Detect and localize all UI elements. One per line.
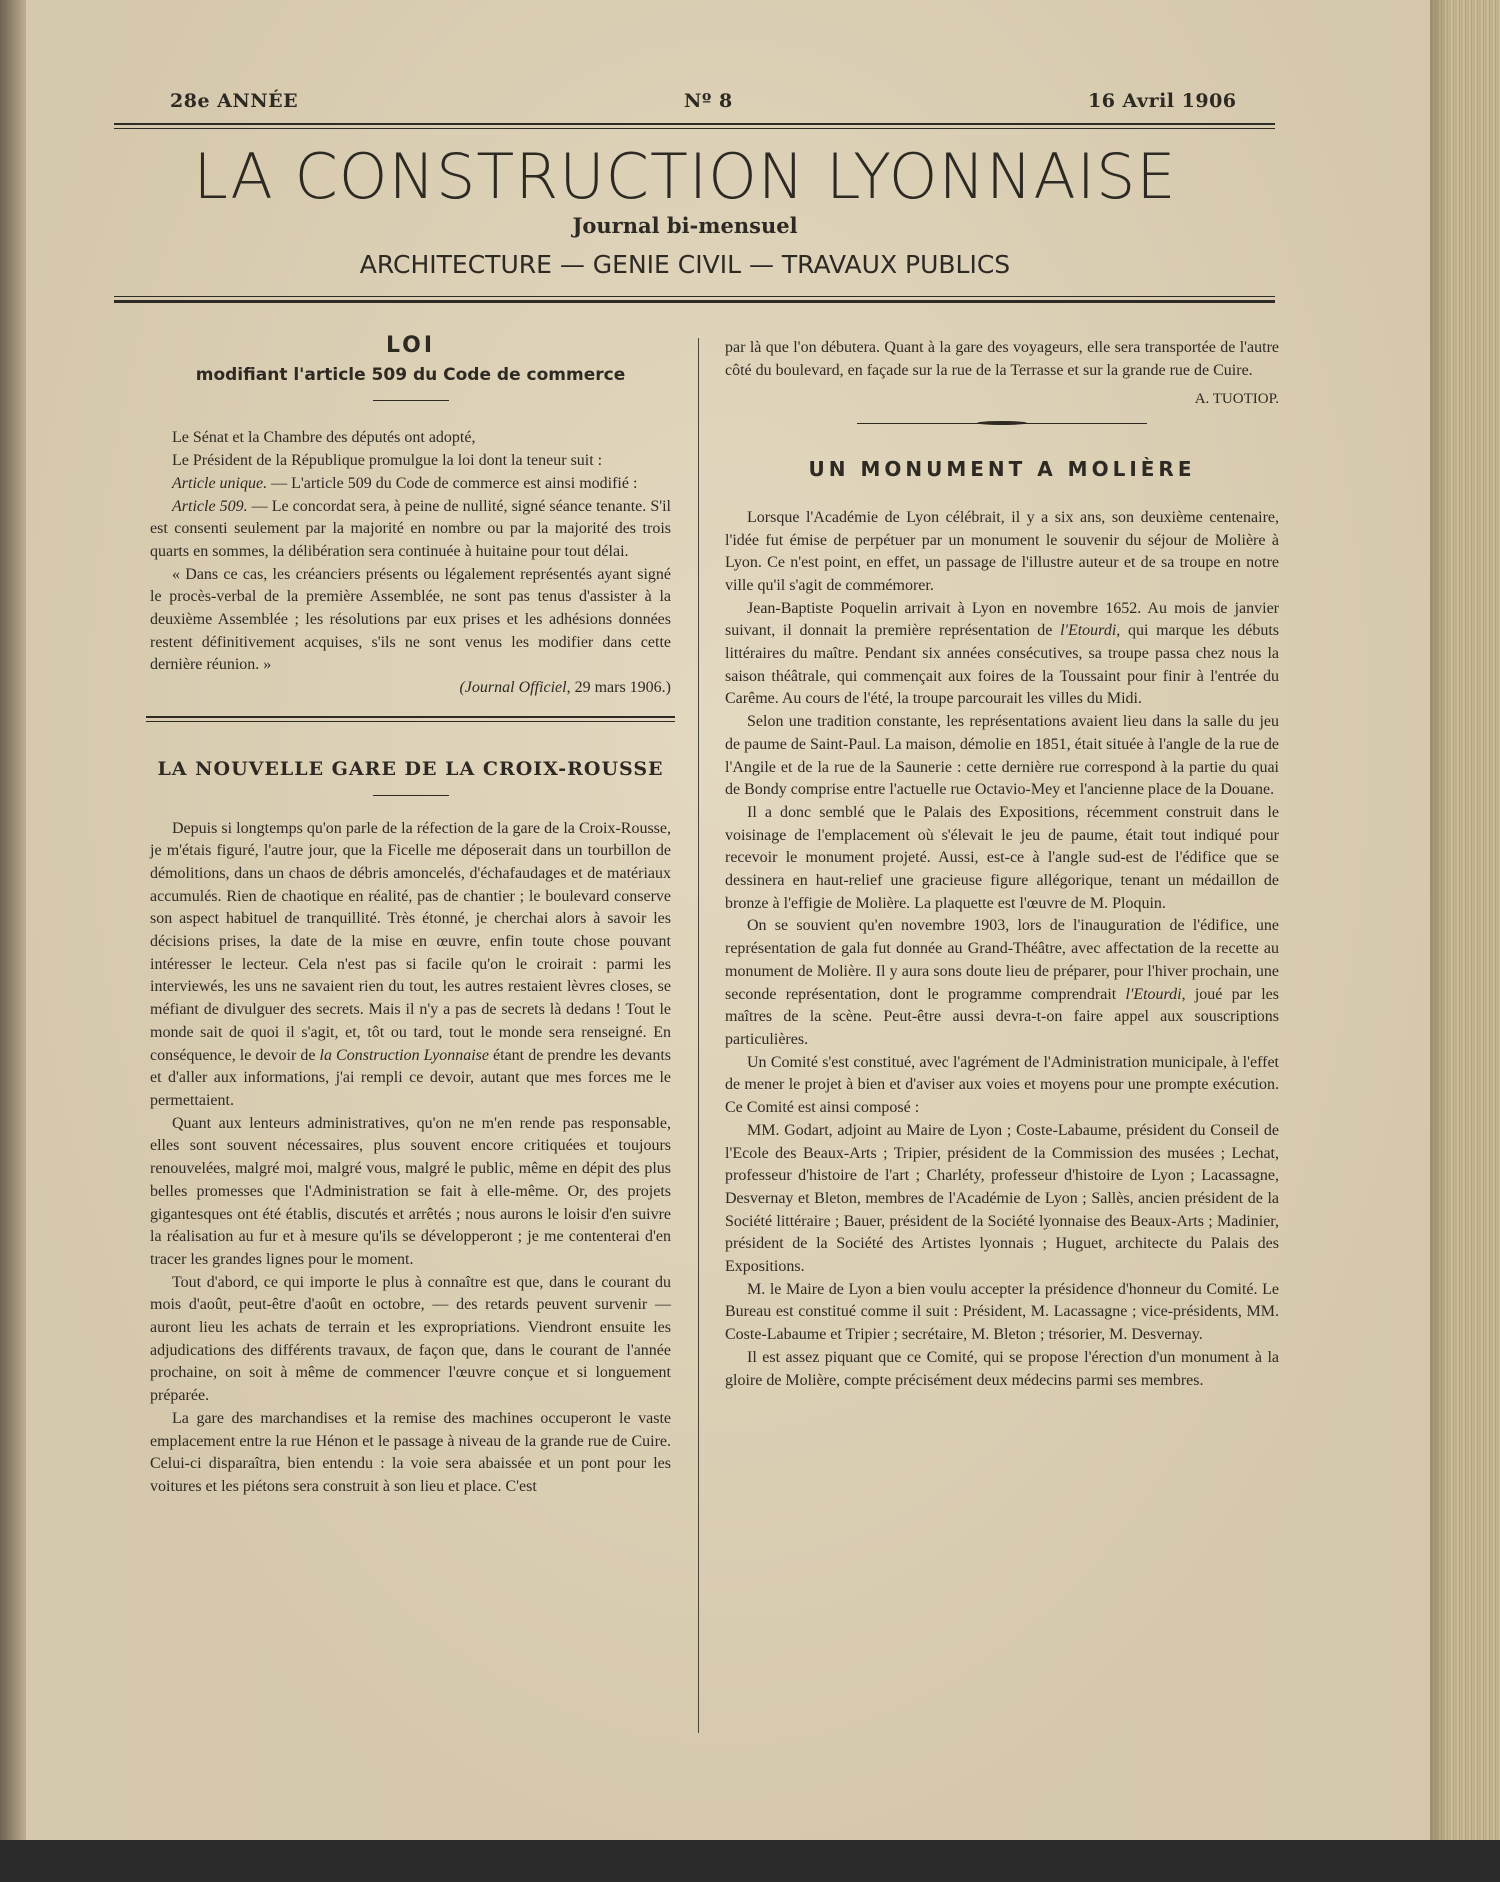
end-rule [857, 423, 1147, 424]
paragraph: M. le Maire de Lyon a bien voulu accepter la présidence d'honneur du Comité. Le Bureau est constitué comme il suit : Président, M. Lacassagne ; vice-présidents, MM. Coste-Labaume et Tripier ; secrétaire, M. Bleton ; trésorier, M. Desvernay. [725, 1280, 1279, 1344]
section-rule [146, 716, 675, 718]
paragraph-text: Depuis si longtemps qu'on parle de la réfection de la gare de la Croix-Rousse, je m'étais figuré, l'autre jour, que la Ficelle me déposerait dans un tourbillon de démolitions, dans un chaos de débris amoncelés, d'échafaudages et de matériaux accumulés. Rien de chaotique en réalité, pas de chantier ; le boulevard conserve son aspect habituel de tranquillité. Très étonné, je cherchai alors à savoir les décisions prises, la date de la mise en œuvre, enfin toute chose pouvant intéresser le lecteur. Cela n'est pas si facile qu'on le croirait : parmi les interviewés, les uns ne savaient rien du tout, les autres restaient lèvres closes, se méfiant de divulguer des secrets. Mais il n'y a pas de secrets là dedans ! Tout le monde sait de quoi il s'agit, et, tôt ou tard, tout le monde sera renseigné. En conséquence, le devoir de [150, 819, 671, 1064]
paragraph: La gare des marchandises et la remise des machines occuperont le vaste emplacement entre la rue Hénon et le passage à niveau de la grande rue de Cuire. Celui-ci disparaîtra, bien entendu : la voie sera abaissée et un pont pour les voitures et les piétons sera construit à son lieu et place. C'est [150, 1409, 671, 1495]
paragraph [725, 915, 1279, 1051]
paragraph: Quant aux lenteurs administratives, qu'on ne m'en rende pas responsable, elles sont souvent nécessaires, plus souvent encore critiquées et toujours renouvelées, malgré moi, malgré vous, malgré le public, même en dépit des plus belles promesses que l'Administration se fait à elle-même. Or, des projets gigantesques ont été établis, discutés et arrêtés ; nous aurons le loisir d'en suivre la réalisation au fur et à mesure qu'ils se développeront ; je me contenterai d'en tracer les grandes lignes pour le moment. [150, 1114, 671, 1268]
paragraph: Il est assez piquant que ce Comité, qui se propose l'érection d'un monument à la gloire de Molière, compte précisément deux médecins parmi ses membres. [725, 1348, 1279, 1389]
paragraph: Tout d'abord, ce qui importe le plus à connaître est que, dans le courant du mois d'août, peut-être d'août en octobre, — des retards peuvent survenir — auront lieu les achats de terrain et les expropriations. Viendront ensuite les adjudications des différents travaux, de façon que, dans le courant de l'année prochaine, on soit à même de commencer l'œuvre conçue et si longuement préparée. [150, 1273, 671, 1405]
paragraph-text: — L'article 509 du Code de commerce est ainsi modifié : [267, 474, 638, 492]
publication-name: la Construction Lyonnaise [319, 1046, 489, 1064]
column-right [725, 337, 1279, 1392]
paragraph: Un Comité s'est constitué, avec l'agrément de l'Administration municipale, à l'effet de mener le projet à bien et d'aviser aux voies et moyens pour une prompte exécution. Ce Comité est ainsi composé : [725, 1053, 1279, 1117]
issue-year: 28e ANNÉE [170, 90, 299, 112]
paragraph: Selon une tradition constante, les représentations avaient lieu dans la salle du jeu de paume de Saint-Paul. La maison, démolie en 1851, était située à l'angle de la rue de l'Angile et de la rue de la Saunerie : cette dernière rue correspond à la partie du quai de Bondy comprise entre l'actuelle rue Octavio-Mey et l'ancienne place de la Douane. [725, 713, 1279, 799]
issue-number: Nº 8 [684, 90, 733, 112]
journal-subtitle: Journal bi-mensuel [572, 213, 798, 238]
paragraph: Le Sénat et la Chambre des députés ont adopté, [172, 429, 476, 447]
article-label: Article 509. [172, 497, 248, 515]
paragraph: MM. Godart, adjoint au Maire de Lyon ; Coste-Labaume, président du Conseil de l'Ecole des Beaux-Arts ; Tripier, président de la Commission des musées ; Lechat, professeur d'histoire de l'art ; Charléty, professeur d'histoire de Lyon ; Lacassagne, Desvernay et Bleton, membres de l'Académie de Lyon ; Sallès, ancien président de la Société littéraire ; Bauer, président de la Société lyonnaise des Beaux-Arts ; Madinier, président de la Société des Artistes lyonnais ; Huguet, architecte du Palais des Expositions. [725, 1121, 1279, 1276]
page-stack-edge [1430, 0, 1500, 1840]
article-gare [150, 758, 671, 1499]
article-heading: LA NOUVELLE GARE DE LA CROIX-ROUSSE [157, 757, 664, 780]
binding-gutter [0, 0, 26, 1882]
citation: (Journal Officiel, 29 mars 1906.) [459, 679, 671, 697]
play-title: l'Etourdi [1125, 985, 1182, 1003]
column-left [150, 335, 671, 1499]
article-label: Article unique. [172, 474, 268, 492]
citation-source: Journal Officiel [464, 679, 567, 697]
column-divider [698, 338, 699, 1733]
paragraph [150, 818, 671, 1113]
paragraph-continued: par là que l'on débutera. Quant à la gare des voyageurs, elle sera transportée de l'autre côté du boulevard, en façade sur la rue de la Terrasse et sur la grande rue de Cuire. [725, 339, 1279, 379]
article-loi [150, 335, 671, 700]
play-title: l'Etourdi [1060, 622, 1117, 640]
paragraph-text: Jean-Baptiste Poquelin arrivait à Lyon en novembre 1652. Au mois de janvier suivant, il donnait la première représentation de [725, 599, 1279, 640]
paragraph: Le Président de la République promulgue la loi dont la teneur suit : [172, 452, 603, 470]
article-moliere [725, 458, 1279, 1392]
paragraph-text: , qui marque les débuts littéraires du maître. Pendant six années consécutives, sa troupe passa chez nous la saison théâtrale, qui commençait aux foires de la Toussaint pour finir à l'entrée du Carême. Au cours de l'été, la troupe parcourait les villes du Midi. [725, 622, 1280, 708]
paragraph-text: On se souvient qu'en novembre 1903, lors de l'inauguration de l'édifice, une représentation de gala fut donnée au Grand-Théâtre, avec affectation de la recette au monument de Molière. Il y aura sons doute lieu de préparer, pour l'hiver prochain, une seconde représentation, dont le programme comprendrait [725, 917, 1279, 1003]
article-signature: A. TUOTIOP. [1194, 391, 1279, 408]
heading-rule [373, 795, 449, 796]
scan-background [0, 1840, 1500, 1882]
citation-date: , 29 mars 1906.) [566, 679, 671, 697]
heading-rule [373, 400, 449, 401]
header-rule-thin [114, 128, 1275, 129]
journal-title: LA CONSTRUCTION LYONNAISE [193, 140, 1177, 213]
article-heading: UN MONUMENT A MOLIÈRE [808, 457, 1196, 482]
article-subheading: modifiant l'article 509 du Code de commerce [195, 364, 626, 385]
paragraph: Lorsque l'Académie de Lyon célébrait, il y a six ans, son deuxième centenaire, l'idée fut émise de perpétuer par un monument le souvenir du séjour de Molière à Lyon. Ce n'est point, en effet, un passage de l'illustre auteur et de sa troupe en notre ville qu'il s'agit de commémorer. [725, 508, 1279, 594]
paragraph: Il a donc semblé que le Palais des Expositions, récemment construit dans le voisinage de l'emplacement où s'élevait le jeu de paume, était tout indiqué pour recevoir le monument projeté. Aussi, est-ce à l'angle sud-est de l'édifice que se dessinera en haut-relief une gracieuse figure allégorique, tenant un médaillon de bronze à l'effigie de Molière. La plaquette est l'œuvre de M. Ploquin. [725, 803, 1279, 912]
article-heading: LOI [385, 333, 436, 358]
paragraph [150, 473, 671, 496]
journal-tagline: ARCHITECTURE — GENIE CIVIL — TRAVAUX PUBLICS [359, 250, 1011, 279]
masthead-rule-top [114, 296, 1275, 297]
issue-date: 16 Avril 1906 [1088, 90, 1237, 112]
header-rule [114, 123, 1275, 125]
paragraph: « Dans ce cas, les créanciers présents ou légalement représentés ayant signé le procès-verbal de la première Assemblée, ne sont pas tenus d'assister à la deuxième Assemblée ; les résolutions par eux prises et les adhésions données restent définitivement acquises, s'ils ne sont venus les modifier dans cette dernière réunion. » [150, 565, 671, 674]
paragraph-text: , joué par les maîtres de la scène. Peut-être aussi devra-t-on faire appel aux souscriptions particulières. [725, 985, 1280, 1048]
paragraph [150, 496, 671, 564]
paragraph-text: étant de prendre les devants et d'aller aux informations, j'ai rempli ce devoir, autant que mes forces me le permettaient. [150, 1046, 671, 1109]
section-rule-thin [146, 721, 675, 722]
paragraph-text: — Le concordat sera, à peine de nullité, signé séance tenante. S'il est consenti seulement par la majorité en nombre ou par la majorité des trois quarts en sommes, la délibération sera continuée à huitaine pour tout délai. [150, 497, 672, 560]
paragraph [725, 598, 1279, 712]
masthead-rule-bottom [114, 300, 1275, 303]
